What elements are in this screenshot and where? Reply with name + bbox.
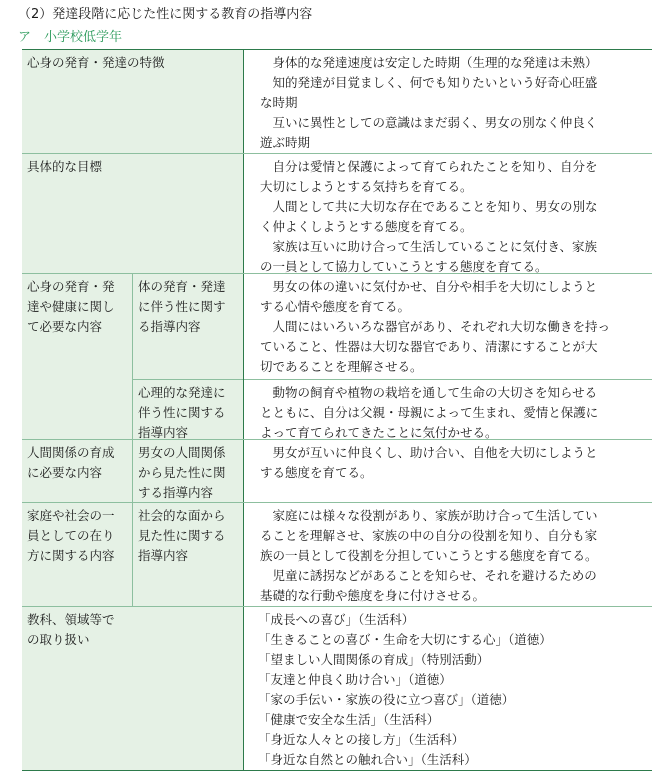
label-line: から見た性に関 — [138, 465, 226, 480]
row-content — [244, 440, 652, 502]
sub-label — [133, 274, 243, 380]
label-line: に必要な内容 — [27, 465, 103, 480]
content-line: ていること、性器は大切な器官であり、清潔にすることが大 — [260, 339, 598, 354]
label-line: 指導内容 — [138, 548, 189, 563]
content-line: 互いに異性としての意識はまだ弱く、男女の別なく仲良く — [260, 115, 598, 130]
content-line: 男女が互いに仲良くし、助け合い、自他を大切にしようと — [260, 445, 598, 460]
content-line: 知的発達が目覚ましく、何でも知りたいという好奇心旺盛 — [260, 75, 598, 90]
label-line: 家庭や社会の一 — [27, 508, 115, 523]
subsection-heading: ア 小学校低学年 — [18, 30, 123, 45]
row-label-cell — [22, 154, 244, 273]
label-line: 男女の人間関係 — [138, 445, 226, 460]
label-line: に伴う性に関す — [138, 299, 226, 314]
content-line: 切であることを理解させる。 — [260, 359, 423, 374]
content-line: 家族は互いに助け合って生活していることに気付き、家族 — [260, 239, 598, 254]
content-line: する態度を育てる。 — [260, 465, 373, 480]
label-line: 心理的な発達に — [138, 385, 226, 400]
row-label: 具体的な目標 — [27, 159, 103, 174]
label-line: の取り扱い — [27, 632, 90, 647]
label-line: 員としての在り — [27, 528, 115, 543]
content-line: 児童に誘拐などがあることを知らせ、それを避けるための — [260, 568, 597, 583]
label-line: 見た性に関する — [138, 528, 226, 543]
list-item: 「成長への喜び」（生活科） — [258, 612, 415, 627]
guidance-table — [22, 49, 652, 771]
label-line: 体の発育・発達 — [138, 279, 226, 294]
content-line: 族の一員として役割を分担していこうとする態度を育てる。 — [260, 548, 598, 563]
content-line: 大切にしようとする気持ちを育てる。 — [260, 179, 473, 194]
content-line: 遊ぶ時期 — [260, 135, 311, 150]
list-item: 「友達と仲良く助け合い」（道徳） — [258, 672, 452, 687]
label-line: する指導内容 — [138, 485, 214, 500]
row-label — [22, 440, 133, 502]
label-line: 社会的な面から — [138, 508, 226, 523]
list-item: 「健康で安全な生活」（生活科） — [258, 712, 440, 727]
content-line: 基礎的な行動や態度を身に付けさせる。 — [260, 588, 486, 603]
row-label — [22, 503, 133, 606]
label-line: 方に関する内容 — [27, 548, 115, 563]
sub-label — [133, 440, 243, 505]
row-label-cell — [22, 274, 244, 439]
label-line: 心身の発育・発 — [27, 279, 115, 294]
row-content — [244, 154, 652, 273]
label-line: 人間関係の育成 — [27, 445, 115, 460]
row-label-cell — [22, 50, 244, 153]
label-line: て必要な内容 — [27, 319, 103, 334]
content-line: 人間にはいろいろな器官があり、それぞれ大切な働きを持っ — [260, 319, 611, 334]
content-line: よって育てられてきたことに気付かせる。 — [260, 425, 498, 439]
content-line: く仲よくしようとする態度を育てる。 — [260, 219, 473, 234]
row-label-cell — [22, 503, 244, 606]
row-content — [244, 607, 652, 770]
list-item: 「家の手伝い・家族の役に立つ喜び」（道徳） — [258, 692, 515, 707]
label-line: 教科、領域等で — [27, 612, 115, 627]
row-label-cell — [22, 607, 244, 770]
row-label-cell — [22, 440, 244, 502]
sub-label — [133, 503, 243, 568]
content-line: ることを理解させ、家族の中の自分の役割を知り、自分も家 — [260, 528, 598, 543]
table-row-characteristics — [22, 50, 652, 154]
row-content — [244, 50, 652, 153]
table-row-relationships — [22, 440, 652, 503]
list-item: 「望ましい人間関係の育成」（特別活動） — [258, 652, 490, 667]
row-content — [244, 274, 652, 439]
content-line: する心情や態度を育てる。 — [260, 299, 411, 314]
row-label: 心身の発育・発達の特徴 — [27, 55, 165, 70]
section-heading: （2）発達段階に応じた性に関する教育の指導内容 — [18, 7, 313, 22]
table-row-subjects — [22, 607, 652, 770]
label-line: 指導内容 — [138, 425, 189, 439]
sub-label — [133, 380, 243, 439]
content-line: の一員として協力していこうとする態度を育てる。 — [260, 259, 548, 274]
row-label — [22, 607, 243, 770]
table-row-goals — [22, 154, 652, 274]
content-line: 男女の体の違いに気付かせ、自分や相手を大切にしようと — [260, 279, 598, 294]
content-line: 家庭には様々な役割があり、家族が助け合って生活してい — [260, 508, 598, 523]
label-line: 伴う性に関する — [138, 405, 226, 420]
table-row-health — [22, 274, 652, 440]
label-line: 達や健康に関し — [27, 299, 115, 314]
content-line: な時期 — [260, 95, 298, 110]
list-item: 「身近な自然との触れ合い」（生活科） — [258, 752, 477, 767]
content-line: 動物の飼育や植物の栽培を通して生命の大切さを知らせる — [260, 385, 598, 400]
row-label — [22, 274, 133, 439]
list-item: 「生きることの喜び・生命を大切にする心」（道徳） — [258, 632, 552, 647]
content-line: とともに、自分は父親・母親によって生まれ、愛情と保護に — [260, 405, 599, 420]
label-line: る指導内容 — [138, 319, 201, 334]
content-line: 自分は愛情と保護によって育てられたことを知り、自分を — [260, 159, 598, 174]
content-line: 人間として共に大切な存在であることを知り、男女の別な — [260, 199, 598, 214]
table-row-family-society — [22, 503, 652, 607]
content-line: 身体的な発達速度は安定した時期（生理的な発達は未熟） — [260, 55, 598, 70]
row-content — [244, 503, 652, 606]
list-item: 「身近な人々との接し方」（生活科） — [258, 732, 465, 747]
